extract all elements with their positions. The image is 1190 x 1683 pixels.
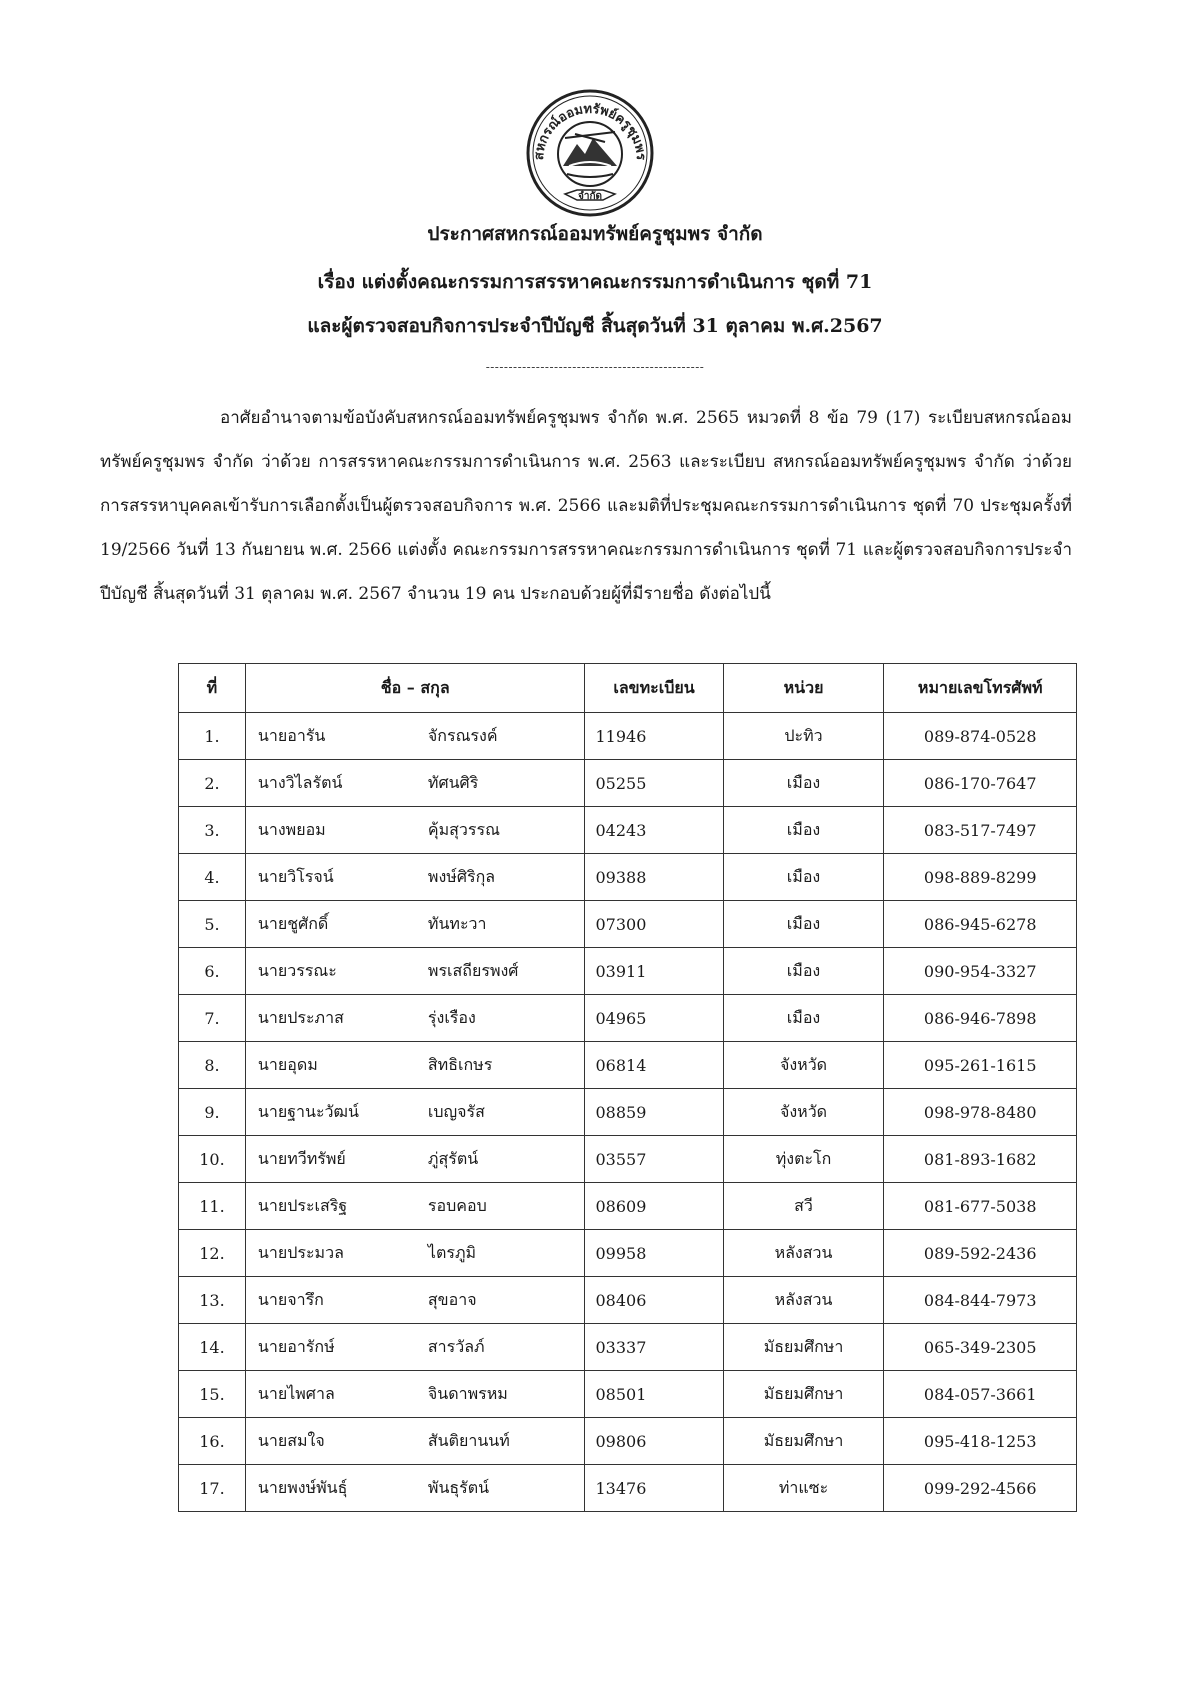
member-phone: 090-954-3327 bbox=[884, 948, 1077, 995]
row-number: 4. bbox=[179, 854, 246, 901]
header-name: ชื่อ – สกุล bbox=[245, 664, 585, 713]
member-name bbox=[245, 1230, 585, 1277]
member-first-name: นายทวีทรัพย์ bbox=[257, 1148, 346, 1168]
member-last-name: พันธุรัตน์ bbox=[427, 1477, 490, 1497]
member-phone: 086-946-7898 bbox=[884, 995, 1077, 1042]
member-name bbox=[245, 1277, 585, 1324]
row-number: 12. bbox=[179, 1230, 246, 1277]
member-unit: เมือง bbox=[723, 807, 884, 854]
member-phone: 095-418-1253 bbox=[884, 1418, 1077, 1465]
members-table bbox=[178, 663, 1077, 1512]
member-phone: 083-517-7497 bbox=[884, 807, 1077, 854]
member-unit: จังหวัด bbox=[723, 1042, 884, 1089]
member-last-name: รอบคอบ bbox=[427, 1195, 487, 1215]
table-row bbox=[179, 1136, 1077, 1183]
member-last-name: จักรณรงค์ bbox=[427, 725, 498, 745]
member-last-name: ภู่สุรัตน์ bbox=[427, 1148, 479, 1168]
member-last-name: เบญจรัส bbox=[427, 1101, 485, 1121]
member-unit: เมือง bbox=[723, 760, 884, 807]
member-first-name: นางวิไลรัตน์ bbox=[257, 772, 343, 792]
member-first-name: นายอุดม bbox=[257, 1054, 318, 1074]
member-first-name: นายสมใจ bbox=[257, 1430, 325, 1450]
member-phone: 065-349-2305 bbox=[884, 1324, 1077, 1371]
row-number: 3. bbox=[179, 807, 246, 854]
member-unit: ปะทิว bbox=[723, 713, 884, 760]
member-unit: สวี bbox=[723, 1183, 884, 1230]
member-name bbox=[245, 1183, 585, 1230]
header-no: ที่ bbox=[179, 664, 246, 713]
member-last-name: สารวัลภ์ bbox=[427, 1336, 485, 1356]
header-phone: หมายเลขโทรศัพท์ bbox=[884, 664, 1077, 713]
member-reg-number: 03337 bbox=[585, 1324, 723, 1371]
row-number: 1. bbox=[179, 713, 246, 760]
row-number: 9. bbox=[179, 1089, 246, 1136]
member-reg-number: 09958 bbox=[585, 1230, 723, 1277]
member-reg-number: 05255 bbox=[585, 760, 723, 807]
member-first-name: นายประเสริฐ bbox=[257, 1195, 348, 1215]
member-last-name: ทัศนศิริ bbox=[427, 772, 479, 792]
member-name bbox=[245, 948, 585, 995]
member-unit: จังหวัด bbox=[723, 1089, 884, 1136]
member-unit: มัธยมศึกษา bbox=[723, 1371, 884, 1418]
table-row bbox=[179, 807, 1077, 854]
member-first-name: นายประภาส bbox=[257, 1007, 344, 1027]
member-last-name: สุขอาจ bbox=[427, 1289, 477, 1309]
member-first-name: นายฐานะวัฒน์ bbox=[257, 1101, 359, 1121]
member-reg-number: 08609 bbox=[585, 1183, 723, 1230]
row-number: 6. bbox=[179, 948, 246, 995]
member-unit: เมือง bbox=[723, 948, 884, 995]
member-unit: หลังสวน bbox=[723, 1230, 884, 1277]
row-number: 16. bbox=[179, 1418, 246, 1465]
member-first-name: นายจารึก bbox=[257, 1289, 324, 1309]
row-number: 8. bbox=[179, 1042, 246, 1089]
member-reg-number: 07300 bbox=[585, 901, 723, 948]
member-unit: ทุ่งตะโก bbox=[723, 1136, 884, 1183]
member-phone: 095-261-1615 bbox=[884, 1042, 1077, 1089]
body-paragraph: อาศัยอำนาจตามข้อบังคับสหกรณ์ออมทรัพย์ครูชุมพร จำกัด พ.ศ. 2565 หมวดที่ 8 ข้อ 79 (17) ระเบียบสหกรณ์ออมทรัพย์ครูชุมพร จำกัด ว่าด้วย การสรรหาคณะกรรมการดำเนินการ พ.ศ. 2563 และระเบียบ สหกรณ์ออมทรัพย์ครูชุมพร จำกัด ว่าด้วย การสรรหาบุคคลเข้ารับการเลือกตั้งเป็นผู้ตรวจสอบกิจการ พ.ศ. 2566 และมติที่ประชุมคณะกรรมการดำเนินการ ชุดที่ 70 ประชุมครั้งที่ 19/2566 วันที่ 13 กันยายน พ.ศ. 2566 แต่งตั้ง คณะกรรมการสรรหาคณะกรรมการดำเนินการ ชุดที่ 71 และผู้ตรวจสอบกิจการประจำปีบัญชี สิ้นสุดวันที่ 31 ตุลาคม พ.ศ. 2567 จำนวน 19 คน ประกอบด้วยผู้ที่มีรายชื่อ ดังต่อไปนี้ bbox=[100, 408, 1072, 604]
row-number: 11. bbox=[179, 1183, 246, 1230]
row-number: 17. bbox=[179, 1465, 246, 1512]
member-name bbox=[245, 1465, 585, 1512]
table-row bbox=[179, 1089, 1077, 1136]
table-row bbox=[179, 1465, 1077, 1512]
table-row bbox=[179, 854, 1077, 901]
member-phone: 089-874-0528 bbox=[884, 713, 1077, 760]
member-name bbox=[245, 807, 585, 854]
member-last-name: สิทธิเกษร bbox=[427, 1054, 493, 1074]
member-last-name: ทันทะวา bbox=[427, 913, 487, 933]
member-reg-number: 04965 bbox=[585, 995, 723, 1042]
member-name bbox=[245, 760, 585, 807]
member-reg-number: 08501 bbox=[585, 1371, 723, 1418]
member-first-name: นายอารัน bbox=[257, 725, 326, 745]
member-first-name: นายชูศักดิ์ bbox=[257, 913, 329, 933]
member-name bbox=[245, 1042, 585, 1089]
header-reg: เลขทะเบียน bbox=[585, 664, 723, 713]
member-reg-number: 09388 bbox=[585, 854, 723, 901]
member-first-name: นายวรรณะ bbox=[257, 960, 337, 980]
member-unit: มัธยมศึกษา bbox=[723, 1418, 884, 1465]
member-last-name: คุ้มสุวรรณ bbox=[427, 819, 500, 839]
member-reg-number: 08859 bbox=[585, 1089, 723, 1136]
member-first-name: นายประมวล bbox=[257, 1242, 344, 1262]
table-row bbox=[179, 1277, 1077, 1324]
member-first-name: นายอารักษ์ bbox=[257, 1336, 335, 1356]
member-last-name: สันติยานนท์ bbox=[427, 1430, 510, 1450]
member-first-name: นางพยอม bbox=[257, 819, 326, 839]
member-first-name: นายไพศาล bbox=[257, 1383, 335, 1403]
row-number: 13. bbox=[179, 1277, 246, 1324]
member-phone: 084-844-7973 bbox=[884, 1277, 1077, 1324]
member-last-name: ไตรภูมิ bbox=[427, 1242, 477, 1262]
table-row bbox=[179, 1371, 1077, 1418]
member-name bbox=[245, 713, 585, 760]
row-number: 5. bbox=[179, 901, 246, 948]
member-phone: 084-057-3661 bbox=[884, 1371, 1077, 1418]
member-name bbox=[245, 854, 585, 901]
member-unit: เมือง bbox=[723, 854, 884, 901]
table-row bbox=[179, 1324, 1077, 1371]
divider-line: ------------------------------------------------ bbox=[485, 360, 705, 374]
table-row bbox=[179, 1183, 1077, 1230]
member-reg-number: 03911 bbox=[585, 948, 723, 995]
member-name bbox=[245, 1324, 585, 1371]
member-phone: 098-978-8480 bbox=[884, 1089, 1077, 1136]
member-name bbox=[245, 1089, 585, 1136]
seal-bottom-text: จำกัด bbox=[577, 191, 603, 202]
member-phone: 086-945-6278 bbox=[884, 901, 1077, 948]
seal-arc-text: สหกรณ์ออมทรัพย์ครูชุมพร bbox=[531, 101, 649, 161]
member-last-name: รุ่งเรือง bbox=[427, 1007, 476, 1027]
member-reg-number: 13476 bbox=[585, 1465, 723, 1512]
member-unit: เมือง bbox=[723, 901, 884, 948]
member-reg-number: 09806 bbox=[585, 1418, 723, 1465]
table-row bbox=[179, 760, 1077, 807]
member-first-name: นายพงษ์พันธุ์ bbox=[257, 1477, 348, 1497]
announcement-subject-cont: และผู้ตรวจสอบกิจการประจำปีบัญชี สิ้นสุดวันที่ 31 ตุลาคม พ.ศ.2567 bbox=[307, 315, 883, 337]
member-phone: 099-292-4566 bbox=[884, 1465, 1077, 1512]
member-reg-number: 04243 bbox=[585, 807, 723, 854]
row-number: 14. bbox=[179, 1324, 246, 1371]
member-name bbox=[245, 995, 585, 1042]
member-unit: หลังสวน bbox=[723, 1277, 884, 1324]
member-phone: 081-893-1682 bbox=[884, 1136, 1077, 1183]
table-row bbox=[179, 948, 1077, 995]
table-row bbox=[179, 1418, 1077, 1465]
cooperative-seal-logo bbox=[525, 88, 655, 218]
member-phone: 081-677-5038 bbox=[884, 1183, 1077, 1230]
announcement-subject: เรื่อง แต่งตั้งคณะกรรมการสรรหาคณะกรรมการดำเนินการ ชุดที่ 71 bbox=[317, 271, 873, 293]
table-row bbox=[179, 1042, 1077, 1089]
member-reg-number: 11946 bbox=[585, 713, 723, 760]
member-name bbox=[245, 1418, 585, 1465]
table-row bbox=[179, 995, 1077, 1042]
member-first-name: นายวิโรจน์ bbox=[257, 866, 334, 886]
member-last-name: จินดาพรหม bbox=[427, 1383, 508, 1403]
member-unit: ท่าแซะ bbox=[723, 1465, 884, 1512]
table-header-row bbox=[179, 664, 1077, 713]
member-reg-number: 03557 bbox=[585, 1136, 723, 1183]
header-unit: หน่วย bbox=[723, 664, 884, 713]
member-reg-number: 06814 bbox=[585, 1042, 723, 1089]
member-unit: เมือง bbox=[723, 995, 884, 1042]
row-number: 10. bbox=[179, 1136, 246, 1183]
member-phone: 098-889-8299 bbox=[884, 854, 1077, 901]
member-name bbox=[245, 1371, 585, 1418]
row-number: 7. bbox=[179, 995, 246, 1042]
member-phone: 089-592-2436 bbox=[884, 1230, 1077, 1277]
member-phone: 086-170-7647 bbox=[884, 760, 1077, 807]
member-last-name: พรเสถียรพงศ์ bbox=[427, 960, 519, 980]
member-reg-number: 08406 bbox=[585, 1277, 723, 1324]
table-row bbox=[179, 713, 1077, 760]
announcement-title: ประกาศสหกรณ์ออมทรัพย์ครูชุมพร จำกัด bbox=[427, 223, 763, 245]
row-number: 2. bbox=[179, 760, 246, 807]
row-number: 15. bbox=[179, 1371, 246, 1418]
table-row bbox=[179, 901, 1077, 948]
member-name bbox=[245, 901, 585, 948]
member-last-name: พงษ์ศิริกุล bbox=[427, 866, 496, 886]
member-name bbox=[245, 1136, 585, 1183]
member-unit: มัธยมศึกษา bbox=[723, 1324, 884, 1371]
table-row bbox=[179, 1230, 1077, 1277]
